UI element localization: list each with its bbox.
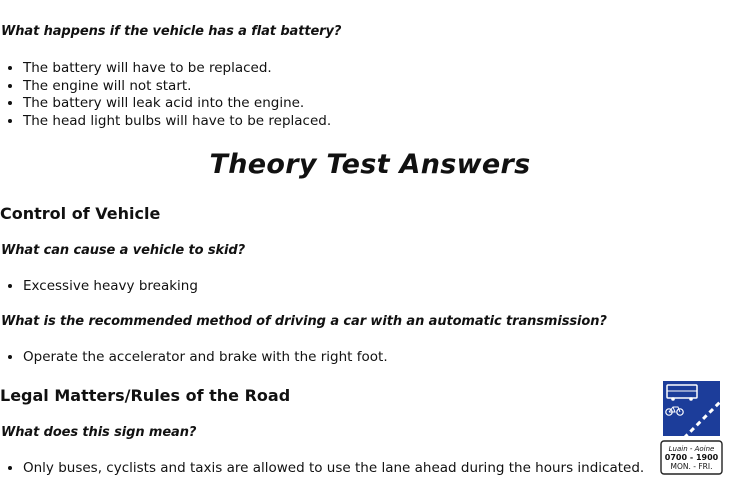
answer-option: • The head light bulbs will have to be replaced.	[23, 113, 331, 131]
plate-line-hours: 0700 - 1900	[664, 453, 719, 462]
question-skid: What can cause a vehicle to skid?	[1, 243, 246, 258]
answer-option: • Excessive heavy breaking	[23, 278, 198, 296]
answer-list	[0, 460, 644, 478]
answer-list	[0, 349, 388, 367]
answer-option: • The battery will have to be replaced.	[23, 60, 331, 78]
page-title: Theory Test Answers	[209, 149, 531, 180]
question-sign: What does this sign mean?	[1, 425, 197, 440]
answer-option: • Operate the accelerator and brake with the right foot.	[23, 349, 388, 367]
question-automatic: What is the recommended method of driving a car with an automatic transmission?	[1, 314, 607, 329]
section-heading-legal: Legal Matters/Rules of the Road	[0, 386, 291, 405]
answer-option: • Only buses, cyclists and taxis are allowed to use the lane ahead during the hours indicated.	[23, 460, 644, 478]
bus-lane-sign-icon	[660, 380, 723, 475]
answer-option: • The battery will leak acid into the engine.	[23, 95, 331, 113]
answer-list	[0, 278, 198, 296]
section-heading-control: Control of Vehicle	[0, 204, 161, 223]
plate-line-days: MON. - FRI.	[670, 462, 713, 471]
plate-line-irish: Luain - Aoine	[668, 445, 715, 453]
question-flat-battery: What happens if the vehicle has a flat battery?	[1, 24, 342, 39]
answer-option: • The engine will not start.	[23, 78, 331, 96]
answer-list	[0, 60, 331, 130]
